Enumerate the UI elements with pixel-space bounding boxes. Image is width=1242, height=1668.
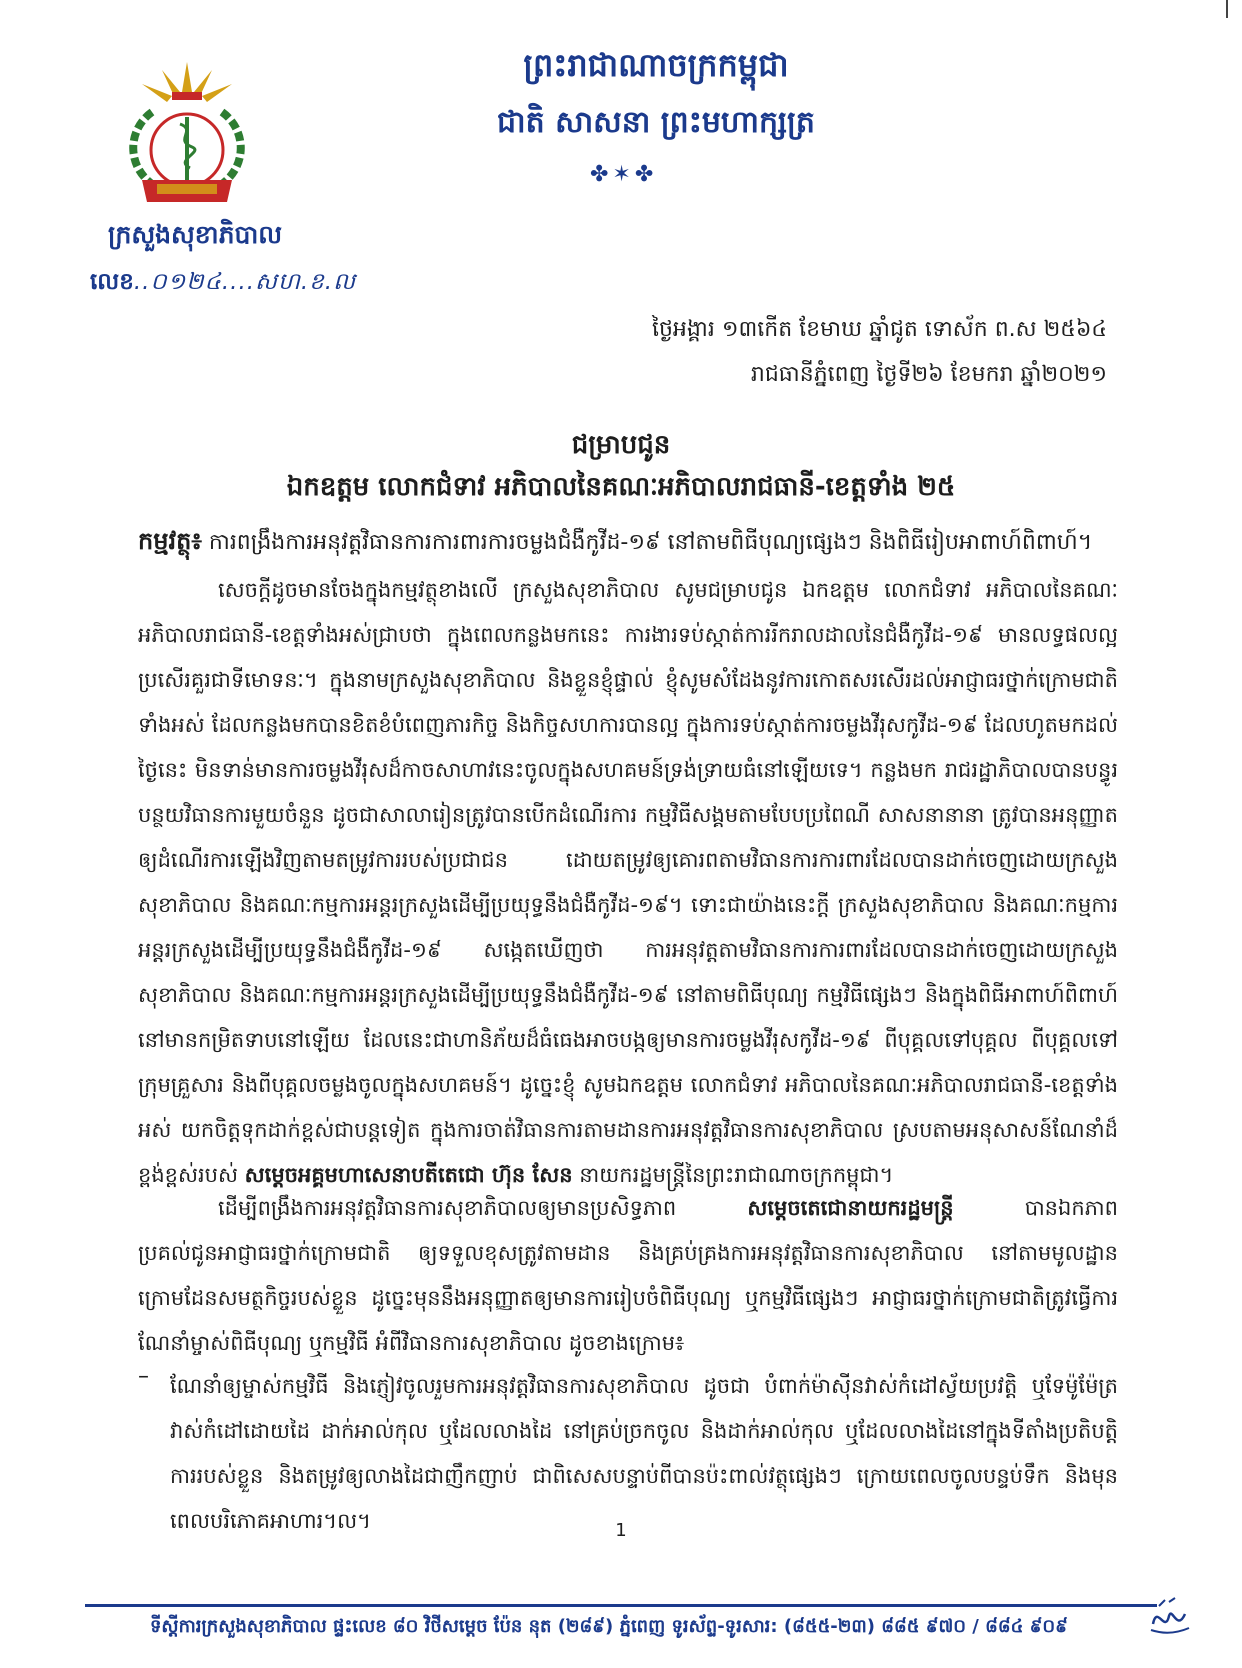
handwritten-initials-icon (1145, 1594, 1195, 1639)
ornament-divider: ✤✶✤ (590, 162, 658, 187)
solar-date: រាជធានីភ្នំពេញ ថ្ងៃទី២៦ ខែមករា ឆ្នាំ២០២១ (750, 362, 1107, 387)
bullet-item-1: ណែនាំឲ្យម្ចាស់កម្មវិធី និងភ្ញៀវចូលរួមការអនុវត្តវិធានការសុខាភិបាល ដូចជា បំពាក់ម៉ាស៊ីនវាស់កំដៅស្វ័យប្រវត្តិ ឬទែម៉ូម៉ែត្រវាស់កំដៅដោយដៃ ដាក់អាល់កុល ឬដែលលាងដៃ នៅគ្រប់ច្រកចូល និងដាក់អាល់កុល ឬដែលលាងដៃនៅក្នុងទីតាំងប្រតិបត្តិការរបស់ខ្លួន និងតម្រូវឲ្យលាងដៃជាញឹកញាប់ ជាពិសេសបន្ទាប់ពីបានប៉ះពាល់វត្ថុផ្សេងៗ ក្រោយពេលចូលបន្ទប់ទឹក និងមុនពេលបរិភោគអាហារ។ល។ (170, 1374, 1118, 1533)
ministry-name: ក្រសួងសុខាភិបាល (108, 220, 283, 249)
reference-prefix: លេខ (90, 269, 134, 295)
paragraph-1-text: សេចក្តីដូចមានចែងក្នុងកម្មវត្ថុខាងលើ ក្រសួងសុខាភិបាល សូមជម្រាបជូន ឯកឧត្តម លោកជំទាវ អភិបាលនៃគណៈអភិបាលរាជធានី-ខេត្តទាំងអស់ជ្រាបថា ក្នុងពេលកន្លងមកនេះ ការងារទប់ស្កាត់ការរីករាលដាលនៃជំងឺកូវីដ-១៩ មានលទ្ធផលល្អប្រសើរគួរជាទីមោទនៈ។ ក្នុងនាមក្រសួងសុខាភិបាល និងខ្លួនខ្ញុំផ្ទាល់ ខ្ញុំសូមសំដែងនូវការកោតសរសើរដល់អាជ្ញាធរថ្នាក់ក្រោមជាតិទាំងអស់ ដែលកន្លងមកបានខិតខំបំពេញភារកិច្ច និងកិច្ចសហការបានល្អ ក្នុងការទប់ស្កាត់ការចម្លងវីរុសកូវីដ-១៩ ដែលហូតមកដល់ថ្ងៃនេះ មិនទាន់មានការចម្លងវីរុសដ៏កាចសាហាវនេះចូលក្នុងសហគមន៍ទ្រង់ទ្រាយធំនៅឡើយទេ។ កន្លងមក រាជរដ្ឋាភិបាលបានបន្ធូរបន្ថយវិធានការមួយចំនួន ដូចជាសាលារៀនត្រូវបានបើកដំណើរការ កម្មវិធីសង្គមតាមបែបប្រពៃណី សាសនានានា ត្រូវបានអនុញ្ញាតឲ្យដំណើរការឡើងវិញតាមតម្រូវការរបស់ប្រជាជន ដោយតម្រូវឲ្យគោរពតាមវិធានការការពារដែលបានដាក់ចេញដោយក្រសួងសុខាភិបាល និងគណៈកម្មការអន្តរក្រសួងដើម្បីប្រយុទ្ធនឹងជំងឺកូវីដ-១៩។ ទោះជាយ៉ាងនេះក្តី ក្រសួងសុខាភិបាល និងគណៈកម្មការអន្តរក្រសួងដើម្បីប្រយុទ្ធនឹងជំងឺកូវីដ-១៩ សង្កេតឃើញថា ការអនុវត្តតាមវិធានការការពារដែលបានដាក់ចេញដោយក្រសួងសុខាភិបាល និងគណៈកម្មការអន្តរក្រសួងដើម្បីប្រយុទ្ធនឹងជំងឺកូវីដ-១៩ នៅតាមពិធីបុណ្យ កម្មវិធីផ្សេងៗ និងក្នុងពិធីអាពាហ៍ពិពាហ៍ នៅមានកម្រិតទាបនៅឡើយ ដែលនេះជាហានិភ័យដ៏ធំធេងអាចបង្កឲ្យមានការចម្លងវីរុសកូវីដ-១៩ ពីបុគ្គលទៅបុគ្គល ពីបុគ្គលទៅក្រុមគ្រួសារ និងពីបុគ្គលចម្លងចូលក្នុងសហគមន៍។ ដូច្នេះខ្ញុំ សូមឯកឧត្តម លោកជំទាវ អភិបាលនៃគណៈអភិបាលរាជធានី-ខេត្តទាំងអស់ យកចិត្តទុកដាក់ខ្ពស់ជាបន្តទៀត ក្នុងការចាត់វិធានការតាមដានការអនុវត្តវិធានការសុខាភិបាល ស្របតាមអនុសាសន៍ណែនាំដ៏ខ្ពង់ខ្ពស់របស់ (138, 578, 1118, 1187)
bullet-marker: – (138, 1364, 149, 1389)
subject-label: កម្មវត្ថុ៖ (138, 527, 202, 555)
reference-value: ..០១២៤....សហ.ខ.ល (133, 269, 356, 295)
address-recipient: ឯកឧត្តម លោកជំទាវ អភិបាលនៃគណៈអភិបាលរាជធានី-ខេត្តទាំង ២៥ (286, 472, 956, 502)
footer-address: ទីស្តីការក្រសួងសុខាភិបាល ផ្ទះលេខ ៨០ វិថីសម្តេច ប៉ែន នុត (២៨៩) ភ្នំពេញ ទូរស័ព្ទ-ទូរសារ: (៨៥៥-២៣) ៨៨៥ ៩៧០ / ៨៨៤ ៩០៩ (150, 1616, 1068, 1637)
paragraph-2-start: ដើម្បីពង្រឹងការអនុវត្តវិធានការសុខាភិបាលឲ្យមានប្រសិទ្ធភាព (218, 1196, 677, 1220)
body-paragraph-2 (138, 1186, 1118, 1366)
kingdom-title: ព្រះរាជាណាចក្រកម្ពុជា (523, 46, 789, 84)
subject-line (138, 526, 1118, 561)
prime-minister-name: សម្តេចអគ្គមហាសេនាបតីតេជោ ហ៊ុន សែន (244, 1163, 573, 1187)
paragraph-2-end: បានឯកភាពប្រគល់ជូនអាជ្ញាធរថ្នាក់ក្រោមជាតិ ឲ្យទទួលខុសត្រូវតាមដាន និងគ្រប់គ្រងការអនុវត្តវិធានការសុខាភិបាល នៅតាមមូលដ្ឋានក្រោមដែនសមត្ថកិច្ចរបស់ខ្លួន ដូច្នេះមុននឹងអនុញ្ញាតឲ្យមានការរៀបចំពិធីបុណ្យ ឬកម្មវិធីផ្សេងៗ អាជ្ញាធរថ្នាក់ក្រោមជាតិត្រូវធ្វើការណែនាំម្ចាស់ពិធីបុណ្យ ឬកម្មវិធី អំពីវិធានការសុខាភិបាល ដូចខាងក្រោម៖ (138, 1196, 1118, 1355)
reference-number (90, 268, 356, 301)
address-to: ជម្រាបជូន (571, 430, 671, 460)
lunar-date: ថ្ងៃអង្គារ ១៣កើត ខែមាឃ ឆ្នាំជូត ទោស័ក ព.ស ២៥៦៤ (651, 317, 1107, 342)
prime-minister-title: សម្តេចតេជោនាយករដ្ឋមន្ត្រី (747, 1196, 954, 1220)
body-paragraph-1 (138, 568, 1118, 1187)
page-number: 1 (615, 1520, 627, 1541)
corner-mark (1226, 0, 1228, 18)
national-motto: ជាតិ សាសនា ព្រះមហាក្សត្រ (497, 105, 815, 140)
subject-text: ការពង្រឹងការអនុវត្តវិធានការការពារការចម្លងជំងឺកូវីដ-១៩ នៅតាមពិធីបុណ្យផ្សេងៗ និងពិធីរៀបអាពាហ៍ពិពាហ៍។ (208, 530, 1093, 555)
paragraph-1-end: នាយករដ្ឋមន្ត្រីនៃព្រះរាជាណាចក្រកម្ពុជា។ (579, 1163, 894, 1187)
footer-divider (85, 1604, 1157, 1607)
